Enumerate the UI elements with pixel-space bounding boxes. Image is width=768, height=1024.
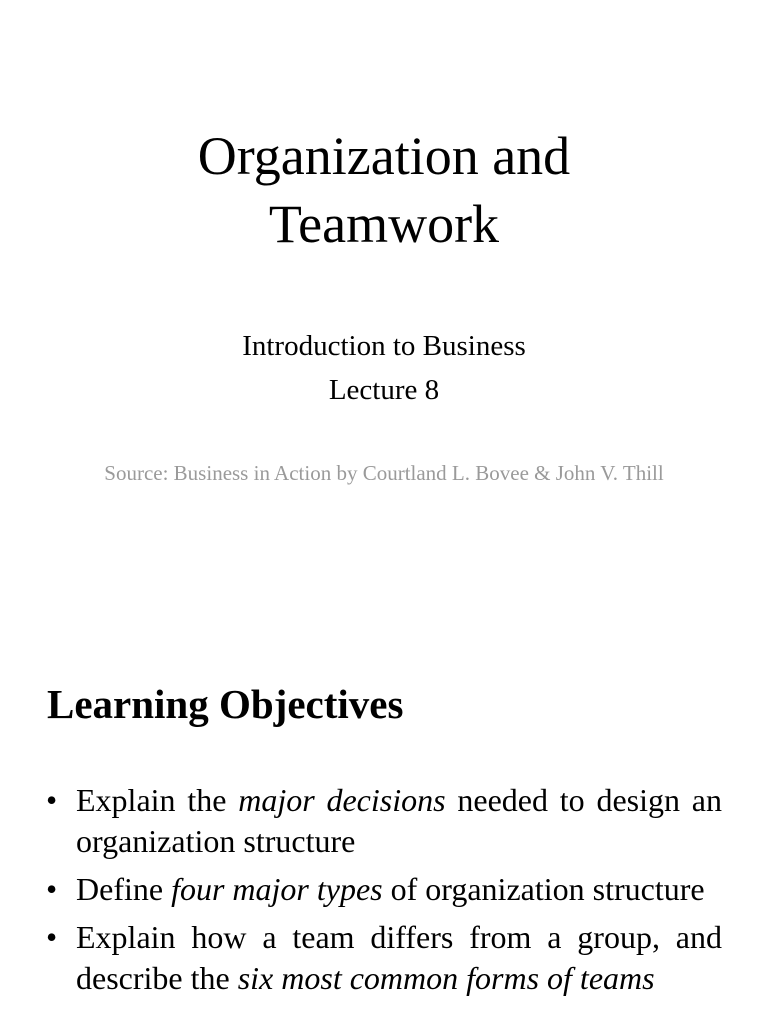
bullet-emphasis: major decisions <box>238 782 446 818</box>
bullet-text: Define <box>76 871 172 907</box>
learning-objectives-slide <box>0 640 768 1024</box>
course-name: Introduction to Business <box>242 330 526 362</box>
objectives-list <box>0 780 768 1006</box>
bullet-emphasis: four major types <box>171 871 383 907</box>
list-item <box>76 780 722 862</box>
lecture-number: Lecture 8 <box>328 374 440 406</box>
list-item <box>76 869 722 910</box>
bullet-text: of organization structure <box>382 871 705 907</box>
slide-heading: Learning Objectives <box>47 681 404 727</box>
slide-subtitle <box>0 324 768 412</box>
bullet-emphasis: six most common forms of teams <box>237 960 655 996</box>
slide-title-line-1: Organization and <box>197 126 571 186</box>
bullet-text: Explain the <box>76 782 239 818</box>
list-item <box>76 917 722 999</box>
bullet-text: needed to design an organization structure <box>76 782 722 859</box>
slide-title-line-2: Teamwork <box>268 194 500 254</box>
slide-title <box>0 122 768 258</box>
source-citation: Source: Business in Action by Courtland L. Bovee & John V. Thill <box>104 461 664 485</box>
bullet-text: Explain how a team differs from a group, and describe the <box>76 919 722 996</box>
